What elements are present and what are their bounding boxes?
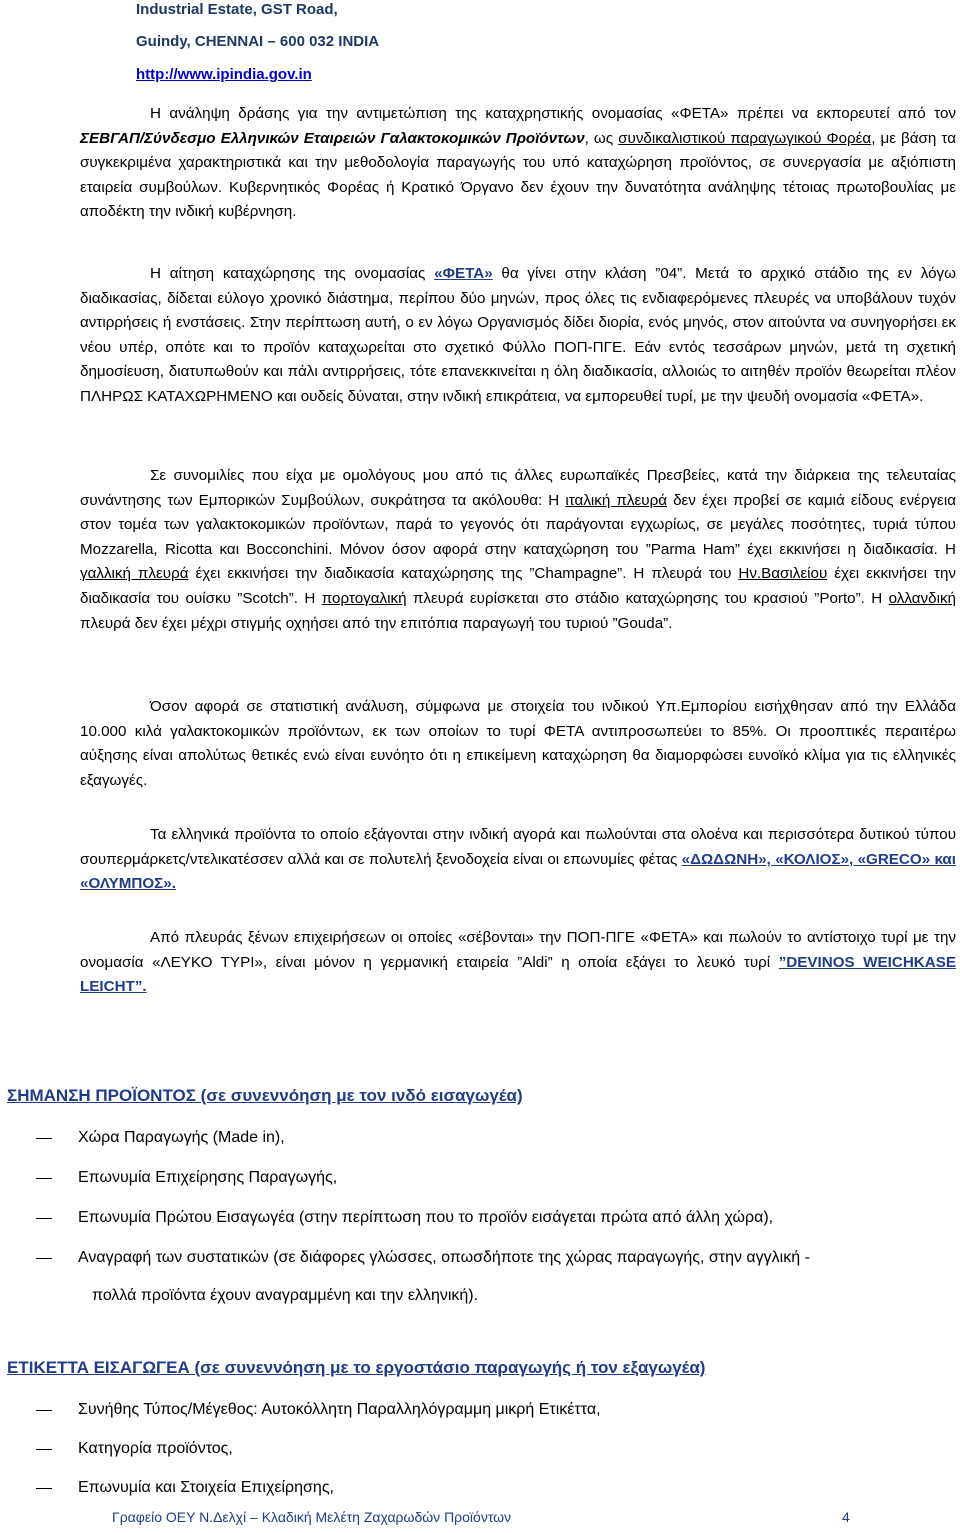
paragraph-1 — [80, 102, 956, 225]
page-number: 4 — [842, 1509, 850, 1525]
list-item: Αναγραφή των συστατικών (σε διάφορες γλώσσες, οπωσδήποτε της χώρας παραγωγής, στην αγγλική - πολλά προϊόντα έχουν αναγραμμένη και την ελληνική). — [36, 1248, 956, 1306]
p3-text-k: πλευρά δεν έχει μέχρι στιγμής οχηήσει από την επιτόπια παραγωγή του τυριού ”Gouda”. — [80, 614, 673, 632]
list-item: Συνήθης Τύπος/Μέγεθος: Αυτοκόλλητη Παραλληλόγραμμη μικρή Ετικέττα, — [36, 1400, 956, 1420]
p3-italian: ιταλική πλευρά — [565, 491, 667, 509]
p1-underlined: συνδικαλιστικού παραγωγικού Φορέα — [618, 129, 872, 147]
paragraph-5 — [80, 823, 956, 897]
footer-text: Γραφείο ΟΕΥ Ν.Δελχί – Κλαδική Μελέτη Ζαχαρωδών Προϊόντων — [112, 1509, 512, 1525]
dash-bullet — [36, 1449, 52, 1450]
dash-bullet — [36, 1410, 52, 1411]
p5-text: Τα ελληνικά προϊόντα το οποίο εξάγονται στην ινδική αγορά και πωλούνται στα ολοένα και περισσότερα δυτικού τύπου σουπερμάρκετς/ντελικατέσσεν αλλά και σε πολυτελή ξενοδοχεία είναι οι επωνυμίες φέτας — [80, 826, 956, 868]
list-item-continuation: πολλά προϊόντα έχουν αναγραμμένη και την ελληνική). — [92, 1287, 479, 1304]
p1-text-e: , με βάση τα συγκεκριμένα χαρακτηριστικά και την μεθοδολογία παραγωγής του υπό καταχώρηση προϊόντος, σε συνεργασία με αξιόπιστη εταιρεία συμβούλων. Κυβερνητικός Φορέας ή Κρατικό Όργανο δεν έχουν την δυνατότητα ανάληψης τέτοιας πρωτοβουλίας με αποδέκτη την ινδική κυβέρνηση. — [80, 129, 956, 221]
paragraph-6 — [80, 926, 956, 1000]
p2-text-a: Η αίτηση καταχώρησης της ονομασίας — [150, 265, 435, 282]
p3-text-i: πλευρά ευρίσκεται στο στάδιο καταχώρησης του κρασιού ”Porto”. Η — [406, 589, 889, 607]
address-line-1: Industrial Estate, GST Road, — [136, 1, 338, 18]
address-url[interactable] — [136, 65, 312, 85]
section-2-list — [36, 1400, 956, 1498]
p3-uk: Ην.Βασιλείου — [738, 565, 828, 583]
paragraph-4 — [80, 695, 956, 793]
list-item: Χώρα Παραγωγής (Made in), — [36, 1128, 956, 1148]
p3-text-e: έχει εκκινήσει την διαδικασία καταχώρησης της ”Champagne”. Η πλευρά του — [188, 565, 739, 583]
paragraph-2 — [80, 262, 956, 410]
p2-feta-name: «ΦΕΤΑ» — [434, 265, 493, 282]
p3-portuguese: πορτογαλική — [321, 589, 407, 607]
p3-dutch: ολλανδική — [888, 589, 956, 607]
page-footer — [112, 1509, 850, 1525]
p1-text-a: Η ανάληψη δράσης για την αντιμετώπιση της καταχρηστικής ονομασίας «ΦΕΤΑ» πρέπει να εκπορευτεί από τον — [150, 105, 956, 122]
dash-bullet — [36, 1138, 52, 1139]
dash-bullet — [36, 1218, 52, 1219]
website-link[interactable]: http://www.ipindia.gov.in — [136, 66, 312, 83]
p2-text-c: θα γίνει στην κλάση ”04”. Μετά το αρχικό στάδιο της εν λόγω διαδικασίας, δίδεται εύλογο χρονικό διάστημα, περίπου δύο μηνών, προς όλες τις ενδιαφερόμενες πλευρές να υποβάλουν τυχόν αντιρρήσεις ή ενστάσεις. Στην περίπτωση αυτή, ο εν λόγω Οργανισμός δίδει διορία, ενός μηνός, στον αιτούντα να συνηγορήσει εκ νέου υπέρ, οπότε και το προϊόν καταχωρείται στο σχετικό Φύλλο ΠΟΠ-ΠΓΕ. Εάν εντός τεσσάρων μηνών, μετά τη σχετική δημοσίευση, διατυπωθούν και πάλι αντιρρήσεις, τότε επανεκκινείται η όλη διαδικασία, αλλοιώς το αιτηθέν προϊόν θεωρείται πλέον ΠΛΗΡΩΣ ΚΑΤΑΧΩΡΗΜΕΝΟ και ουδείς δύναται, στην ινδική επικράτεια, να εμπορευθεί τυρί, με την ψευδή ονομασία «ΦΕΤΑ». — [80, 265, 956, 405]
p1-organisation: ΣΕΒΓΑΠ/Σύνδεσμο Ελληνικών Εταιρειών Γαλακτοκομικών Προϊόντων — [80, 129, 585, 147]
list-item: Κατηγορία προϊόντος, — [36, 1439, 956, 1459]
p3-text-a: Σε συνομιλίες που είχα με ομολόγους μου από τις άλλες ευρωπαϊκές Πρεσβείες, κατά την διάρκεια της τελευταίας συνάντησης των Εμπορικών Συμβούλων, συκράτησα τα ακόλουθα: Η — [80, 467, 956, 509]
dash-bullet — [36, 1178, 52, 1179]
paragraph-3 — [80, 464, 956, 636]
section-1-list — [36, 1128, 956, 1306]
list-item: Επωνυμία και Στοιχεία Επιχείρησης, — [36, 1478, 956, 1498]
p3-french: γαλλική πλευρά — [80, 565, 189, 583]
p4-text: Όσον αφορά σε στατιστική ανάλυση, σύμφωνα με στοιχεία του ινδικού Υπ.Εμπορίου εισήχθησαν από την Ελλάδα 10.000 κιλά γαλακτοκομικών προϊόντων, εκ των οποίων το τυρί ΦΕΤΑ αντιπροσωπεύει το 85%. Οι προοπτικές περαιτέρω αύξησης είναι απολύτως θετικές ενώ είναι ευνόητο ότι η επικείμενη καταχώρηση θα διαμορφώσει ευνοϊκό κλίμα για τις ελληνικές εξαγωγές. — [80, 698, 956, 789]
p6-product: ”DEVINOS WEICHKASE LEICHT”. — [80, 953, 956, 996]
section-1-title: ΣΗΜΑΝΣΗ ΠΡΟΪΟΝΤΟΣ (σε συνεννόηση με τον ινδό εισαγωγέα) — [7, 1086, 523, 1105]
p6-text: Από πλευράς ξένων επιχειρήσεων οι οποίες «σέβονται» την ΠΟΠ-ΠΓΕ «ΦΕΤΑ» και πωλούν το αντίστοιχο τυρί με την ονομασία «ΛΕΥΚΟ ΤΥΡΙ», είναι μόνον η γερμανική εταιρεία ”Aldi” η οποία εξάγει το λευκό τυρί — [80, 929, 956, 971]
dash-bullet — [36, 1258, 52, 1259]
p1-text-c: , ως — [584, 129, 619, 147]
p3-text-g: έχει εκκινήσει την διαδικασία του ουίσκυ ”Scotch”. Η — [80, 565, 956, 607]
dash-bullet — [36, 1488, 52, 1489]
section-2-title: ΕΤΙΚΕΤΤΑ ΕΙΣΑΓΩΓΕΑ (σε συνεννόηση με το εργοστάσιο παραγωγής ή τον εξαγωγέα) — [7, 1358, 706, 1377]
p3-text-c: δεν έχει προβεί σε καμιά είδους ενέργεια στον τομέα των γαλακτοκομικών προϊόντων, παρά το γεγονός ότι παράγονται εγχωρίως, σε μεγάλες ποσότητες, τυριά τύπου Mozzarella, Ricotta και Bocconchini. Μόνον όσον αφορά στην καταχώρηση του ”Parma Ham” έχει εκκινήσει η διαδικασία. Η — [80, 491, 956, 558]
list-item: Επωνυμία Επιχείρησης Παραγωγής, — [36, 1168, 956, 1188]
list-item: Επωνυμία Πρώτου Εισαγωγέα (στην περίπτωση που το προϊόν εισάγεται πρώτα από άλλη χώρα), — [36, 1208, 956, 1228]
address-line-2: Guindy, CHENNAI – 600 032 INDIA — [136, 33, 380, 50]
p5-brands: «ΔΩΔΩΝΗ», «ΚΟΛΙΟΣ», «GRECO» και «ΟΛΥΜΠΟΣ». — [80, 850, 956, 893]
